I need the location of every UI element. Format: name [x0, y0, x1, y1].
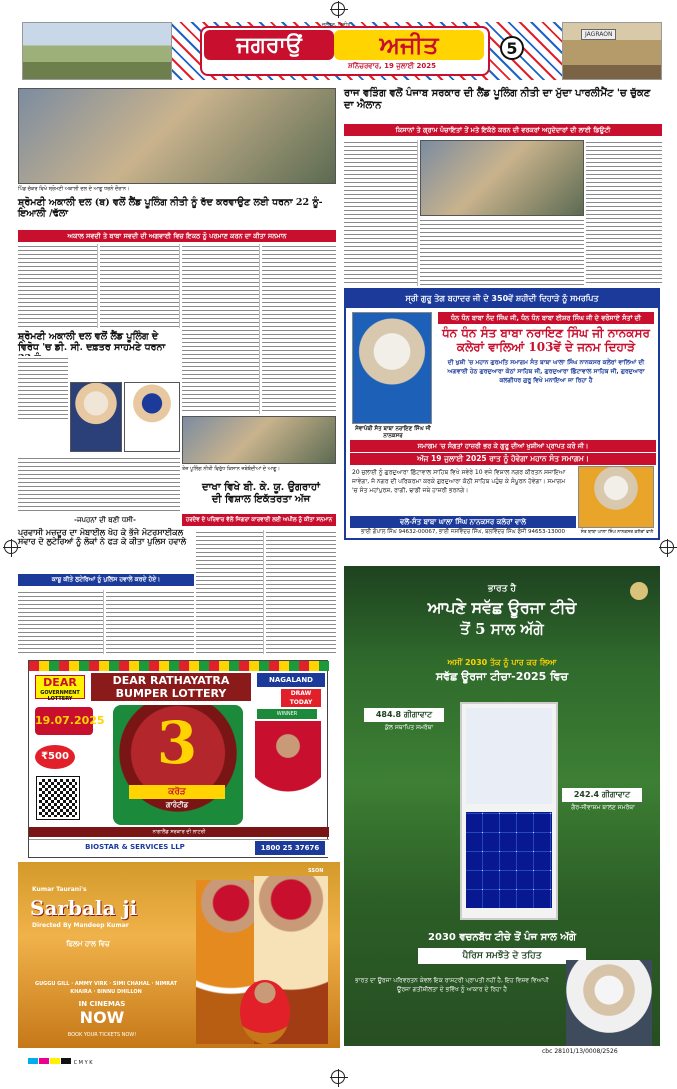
energy-ad-label-1: ਕੁੱਲ ਸਥਾਪਿਤ ਸਮਰੱਥਾ: [384, 724, 434, 731]
left-story-3-band: ਕਾਬੂ ਕੀਤੇ ਲੁਟੇਰਿਆਂ ਨੂੰ ਪੁਲਿਸ ਹਵਾਲੇ ਕਰਦੇ ਹੋਏ।: [18, 574, 194, 586]
religious-ad-red-line: ਧੰਨ ਧੰਨ ਬਾਬਾ ਨੰਦ ਸਿੰਘ ਜੀ, ਧੰਨ ਧੰਨ ਬਾਬਾ ਈਸ਼ਰ ਸਿੰਘ ਜੀ ਦੇ ਵਰੋਸਾਏ ਸੰਤਾਂ ਦੀ: [438, 312, 654, 324]
lottery-winner-photo: [255, 721, 321, 821]
religious-ad-contacts: ਭਾਈ ਗੋਪਾਲ ਸਿੰਘ 94632-00067, ਭਾਈ ਜਸਵਿੰਦਰ ਸਿੰਘ, ਬਲਵਿੰਦਰ ਸਿੰਘ ਫੋਜੀ 94653-13000: [360, 529, 566, 535]
energy-ad-line-7: ਪੈਰਿਸ ਸਮਝੌਤੇ ਦੇ ਤਹਿਤ: [418, 948, 586, 964]
middle-story-headline: ਦਾਖਾ ਵਿਖੇ ਬੀ. ਕੇ. ਯੂ. ਉਗਰਾਹਾਂ ਦੀ ਵਿਸ਼ਾਲ ਇਕੱਤਰਤਾ ਅੱਜ: [202, 482, 320, 505]
masthead-title-right: ਅਜੀਤ: [334, 30, 484, 60]
article-text-column: [100, 244, 180, 328]
article-text-column: [18, 356, 68, 420]
movie-now: NOW: [79, 1008, 125, 1027]
prime-minister-photo: [566, 960, 652, 1046]
article-text-column: [196, 530, 264, 654]
lottery-title: DEAR RATHAYATRA BUMPER LOTTERY: [91, 673, 251, 701]
middle-story-photo-caption: ਤੇਜ਼ ਪੂਲਿੰਗ ਨੀਤੀ ਵਿਰੁੱਧ ਕਿਸਾਨ ਜਥੇਬੰਦੀਆਂ ਦੇ ਆਗੂ।: [182, 466, 280, 472]
clean-energy-ad: [344, 566, 660, 1046]
middle-story-band: ਹਰਦੇਵ ਦੇ ਪਰਿਵਾਰ ਵੱਲੋਂ ਜਿਗਰਾ ਕਾਰਵਾਈ ਲਈ ਅਪੀਲ ਨੂੰ ਕੀਤਾ ਸਨਮਾਨ: [182, 514, 336, 526]
saint-portrait-caption: ਸੇਵਾਪੰਥੀ ਸੰਤ ਬਾਬਾ ਨਰਾਇਣ ਸਿੰਘ ਜੀ ਨਾਨਕਸਰ: [355, 426, 431, 439]
energy-ad-line-4: ਅਸੀਂ 2030 ਤੱਕ ਨੂੰ ਪਾਰ ਕਰ ਲਿਆ: [447, 658, 557, 667]
lottery-tagline: ਨਾਗਾਲੈਂਡ ਸਰਕਾਰ ਦੀ ਲਾਟਰੀ: [29, 827, 329, 837]
article-text-column: [106, 590, 194, 654]
energy-ad-line-2: ਆਪਣੇ ਸਵੱਛ ਊਰਜਾ ਟੀਚੇ: [427, 598, 577, 617]
article-text-column: [266, 530, 336, 654]
saint-portrait-2-caption: ਸੰਤ ਬਾਬਾ ਘਾਲਾ ਸਿੰਘ ਨਾਨਕਸਰ ਕਲੇਰਾਂ ਵਾਲੇ: [580, 530, 654, 535]
middle-story-photo: [182, 416, 336, 464]
masthead-photo-left: [22, 22, 172, 80]
article-text-column: [262, 244, 336, 414]
advert-code: cbc 28101/13/0008/2526: [542, 1048, 618, 1055]
energy-ad-value-2: 242.4 ਗੀਗਾਵਾਟ: [562, 788, 642, 802]
registration-mark: [660, 540, 674, 554]
masthead: [22, 18, 662, 84]
left-story-band: ਅਕਾਲ ਸਵਦੀ ਤੇ ਬਾਬਾ ਸਵਦੀ ਦੀ ਅਗਵਾਈ ਵਿਚ ਇਕਠ ਨੂੰ ਪਰਮਾਣ ਕਰਨ ਦਾ ਕੀਤਾ ਸਨਮਾਨ: [18, 230, 336, 242]
article-text-column: [18, 590, 104, 654]
movie-actress-figure: [240, 980, 290, 1044]
cmyk-label: C M Y K: [73, 1060, 93, 1066]
portrait-photo: [124, 382, 180, 452]
top-story-subhead: ਕਿਸਾਨਾਂ ਤੇ ਗ੍ਰਾਮ ਪੰਚਾਇਤਾਂ ਤੋਂ ਮਤੇ ਇਕੱਠੇ ਕਰਨ ਦੀ ਵਰਕਰਾਂ ਅਹੁਦੇਦਾਰਾਂ ਦੀ ਲਾਈ ਡਿਊਟੀ: [344, 124, 662, 136]
lottery-prize-unit: ਕਰੋੜ: [129, 785, 225, 799]
religious-ad-headline: ਧੰਨ ਧੰਨ ਸੰਤ ਬਾਬਾ ਨਰਾਇਣ ਸਿੰਘ ਜੀ ਨਾਨਕਸਰ ਕਲੇਰਾਂ ਵਾਲਿਆਂ 103ਵੇਂ ਦੇ ਜਨਮ ਦਿਹਾੜੇ: [442, 326, 650, 354]
lottery-ad: [28, 660, 328, 858]
solar-panel-graphic: [460, 702, 558, 920]
masthead-photo-right: [562, 22, 662, 80]
left-story-3-kicker: -ਜਪਹਨਾਂ ਦੀ ਥਣੀ ਧਸੀ-: [74, 516, 136, 524]
movie-presenter: Kumar Taurani's: [32, 886, 87, 893]
saint-portrait-2: [578, 466, 654, 528]
energy-ad-line-1: ਭਾਰਤ ਹੈ: [487, 584, 517, 594]
top-story-headline: ਰਾਜ ਵੜਿੰਗ ਵਲੋਂ ਪੰਜਾਬ ਸਰਕਾਰ ਦੀ ਲੈਂਡ ਪੂਲਿੰਗ ਨੀਤੀ ਦਾ ਮੁੱਦਾ ਪਾਰਲੀਮੈਂਟ 'ਚ ਚੁੱਕਣ ਦਾ ਐਲਾਨ: [344, 88, 651, 111]
masthead-date: ਸ਼ਨਿੱਚਰਵਾਰ, 19 ਜੁਲਾਈ 2025: [347, 62, 437, 70]
religious-ad-body-2: 20 ਜੁਲਾਈ ਨੂੰ ਗੁਰਦੁਆਰਾ ਛਿੱਟਾਵਾਲ ਸਾਹਿਬ ਵਿਖੇ ਸਵੇਰੇ 10 ਵਜੇ ਵਿਸ਼ਾਲ ਨਗਰ ਕੀਰਤਨ ਸਜਾਇਆ ਜਾਵੇਗਾ, ਜੋ ਨਗਰ ਦੀ ਪਰਿਕਰਮਾ ਕਰਕੇ ਗੁਰਦੁਆਰਾ ਕੋਠੀ ਸਾਹਿਬ ਪਹੁੰਚ ਕੇ ਸੰਪੂਰਨ ਹੋਵੇਗਾ। ਸਮਾਗਮ 'ਚ ਸੰਤ ਮਹਾਂਪੁਰਸ਼, ਰਾਗੀ, ਢਾਡੀ ਜਥੇ ਹਾਜ਼ਰੀ ਭਰਨਗੇ।: [352, 469, 566, 494]
saint-portrait: [352, 312, 432, 424]
page-number: 5: [500, 36, 524, 60]
lottery-ad-strip: [29, 661, 329, 671]
registration-mark: [331, 2, 345, 16]
article-text-column: [586, 140, 662, 286]
article-text-column: [18, 244, 98, 328]
lottery-price: ₹500: [35, 745, 75, 769]
article-text-column: [182, 244, 260, 414]
energy-ad-line-3: ਤੋਂ 5 ਸਾਲ ਅੱਗੇ: [460, 620, 544, 638]
religious-ad-strip: ਸਮਾਗਮ 'ਚ ਸੰਗਤਾਂ ਹਾਜ਼ਰੀ ਭਰ ਕੇ ਗੁਰੂ ਦੀਆਂ ਖੁਸ਼ੀਆਂ ਪ੍ਰਾਪਤ ਕਰੋ ਜੀ।: [350, 440, 656, 452]
movie-director: Directed By Mandeep Kumar: [32, 922, 129, 929]
movie-cast: GUGGU GILL · AMMY VIRK · SIMI CHAHAL · NIMRAT KHAIRA · BINNU DHILLON: [34, 981, 178, 995]
left-story-headline: ਸ਼੍ਰੋਮਣੀ ਅਕਾਲੀ ਦਲ (ਬ) ਵਲੋਂ ਲੈਂਡ ਪੂਲਿੰਗ ਨੀਤੀ ਨੂੰ ਰੱਦ ਕਰਵਾਉਣ ਲਈ ਧਰਨਾ 22 ਨੂੰ-ਇਆਲੀ /ਢੱਲਾ: [18, 197, 323, 219]
left-story-3-headline: ਪ੍ਰਵਾਸੀ ਮਜ਼ਦੂਰ ਦਾ ਮੋਬਾਈਲ ਖੋਹ ਕੇ ਭੱਜੇ ਮੋਟਰਸਾਈਕਲ ਸਵਾਰ ਦੋ ਲੁਟੇਰਿਆਂ ਨੂੰ ਲੋਕਾਂ ਨੇ ਫੜ ਕੇ ਕੀਤਾ ਪੁਲਿਸ ਹਵਾਲੇ: [18, 527, 187, 547]
portrait-photo: [70, 382, 122, 452]
left-story-photo: [18, 88, 336, 184]
left-story-photo-caption: ਪਿੰਡ ਚੱਕਰ ਵਿਖੇ ਸ਼੍ਰੋਮਣੀ ਅਕਾਲੀ ਦਲ ਦੇ ਆਗੂ ਧਰਨੇ ਦੌਰਾਨ।: [18, 186, 130, 192]
energy-ad-line-6: 2030 ਵਚਨਬੱਧ ਟੀਚੇ ਤੋਂ ਪੰਜ ਸਾਲ ਅੱਗੇ: [428, 932, 576, 943]
energy-ad-footer-text: ਭਾਰਤ ਦਾ ਊਰਜਾ ਪਰਿਵਰਤਨ ਕੇਵਲ ਇਕ ਰਾਸ਼ਟਰੀ ਪ੍ਰਾਪਤੀ ਨਹੀਂ ਹੈ, ਇਹ ਵਿਸ਼ਵ ਵਿਆਪੀ ਊਰਜਾ ਗਤੀਸ਼ੀਲਤਾ ਦੇ ਭਵਿੱਖ ਨੂੰ ਆਕਾਰ ਦੇ ਰਿਹਾ ਹੈ: [355, 977, 549, 993]
lottery-nagaland: NAGALAND: [257, 673, 325, 687]
qr-code-icon: [37, 777, 79, 819]
left-story-2-headline: ਸ਼੍ਰੋਮਣੀ ਅਕਾਲੀ ਦਲ ਵਲੋਂ ਲੈਂਡ ਪੂਲਿੰਗ ਦੇ ਵਿਰੋਧ 'ਚ ਡੀ. ਸੀ. ਦਫ਼ਤਰ ਸਾਹਮਣੇ ਧਰਨਾ: [18, 331, 166, 353]
religious-ad-top: ਸ੍ਰੀ ਗੁਰੂ ਤੇਗ ਬਹਾਦਰ ਜੀ ਦੇ 350ਵੇਂ ਸ਼ਹੀਦੀ ਦਿਹਾੜੇ ਨੂੰ ਸਮਰਪਿਤ: [346, 290, 658, 308]
lottery-company: BIOSTAR & SERVICES LLP: [85, 843, 185, 851]
lottery-guarantee: ਗਾਰੰਟੀਡ: [165, 801, 189, 809]
movie-in-cinemas-label: IN CINEMAS: [78, 1000, 126, 1008]
registration-mark: [4, 540, 18, 554]
energy-ad-value-1: 484.8 ਗੀਗਾਵਾਟ: [364, 708, 444, 722]
masthead-sign: JAGRAON: [581, 29, 616, 40]
print-footer: [0, 1050, 677, 1089]
top-story-photo: [420, 140, 584, 216]
masthead-title-left: ਜਗਰਾਉਂ: [204, 30, 334, 60]
lottery-dear-logo: [35, 675, 85, 702]
masthead-small-label: ਜਲੰਧਰ, ਅਜੀਤ: [322, 22, 351, 28]
movie-studio-logo: SSON: [308, 868, 324, 874]
movie-release-note: ਫਿਲਮ ਹਾਲ ਵਿਚ: [66, 940, 110, 948]
article-text-column: [420, 218, 584, 286]
lottery-dear-text: DEAR: [43, 676, 77, 689]
lottery-winner-label: WINNER: [257, 709, 317, 719]
religious-ad-strip-date: ਅੱਜ 19 ਜੁਲਾਈ 2025 ਰਾਤ ਨੂੰ ਹੋਵੇਗਾ ਮਹਾਨ ਸੰਤ ਸਮਾਗਮ।: [350, 453, 656, 465]
lottery-date: 19.07.2025: [35, 707, 93, 735]
lottery-dear-small: GOVERNMENT LOTTERY: [40, 690, 80, 702]
lottery-tollfree: 1800 25 37676: [255, 841, 325, 855]
solar-panel-filled: [466, 812, 552, 908]
cmyk-color-bar: [28, 1058, 93, 1066]
energy-ad-label-2: ਗੈਰ-ਜੀਵਾਸ਼ਮ ਬਾਲਣ ਸਮਰੱਥਾ: [571, 804, 635, 811]
movie-title: Sarbala ji: [30, 896, 138, 920]
article-text-column: [344, 140, 418, 286]
lottery-draw-badge: DRAW TODAY: [281, 689, 321, 707]
movie-ad: [18, 862, 340, 1048]
solar-panel-empty: [466, 708, 552, 804]
religious-ad: [344, 288, 660, 540]
energy-ad-line-5: ਸਵੱਛ ਊਰਜਾ ਟੀਚਾ-2025 ਵਿਚ: [436, 670, 568, 683]
religious-ad-body: ਦੀ ਖੁਸ਼ੀ 'ਚ ਮਹਾਨ ਗੁਰਮਤਿ ਸਮਾਗਮ ਸੰਤ ਬਾਬਾ ਘਾਲਾ ਸਿੰਘ ਨਾਨਕਸਰ ਕਲੇਰਾਂ ਵਾਲਿਆਂ ਦੀ ਅਗਵਾਈ ਹੇਠ ਗੁਰਦੁਆਰਾ ਕੋਠਾਂ ਸਾਹਿਬ ਜੀ, ਗੁਰਦੁਆਰਾ ਛਿੱਟਾਵਾਲ ਸਾਹਿਬ ਜੀ, ਗੁਰਦੁਆਰਾ ਕਲਗੀਧਰ ਗੁਰੂ ਵਿਖੇ ਮਨਾਇਆ ਜਾ ਰਿਹਾ ਹੈ: [447, 359, 645, 384]
article-text-column: [18, 456, 180, 512]
religious-ad-footer: ਵਲੋਂ-ਸੰਤ ਬਾਬਾ ਘਾਲਾ ਸਿੰਘ ਨਾਨਕਸਰ ਕਲੇਰਾਂ ਵਾਲੇ: [350, 516, 576, 528]
movie-book-tickets: BOOK YOUR TICKETS NOW!: [67, 1032, 137, 1038]
movie-in-cinemas: [42, 1000, 162, 1027]
lottery-prize-number: 3: [156, 709, 198, 777]
